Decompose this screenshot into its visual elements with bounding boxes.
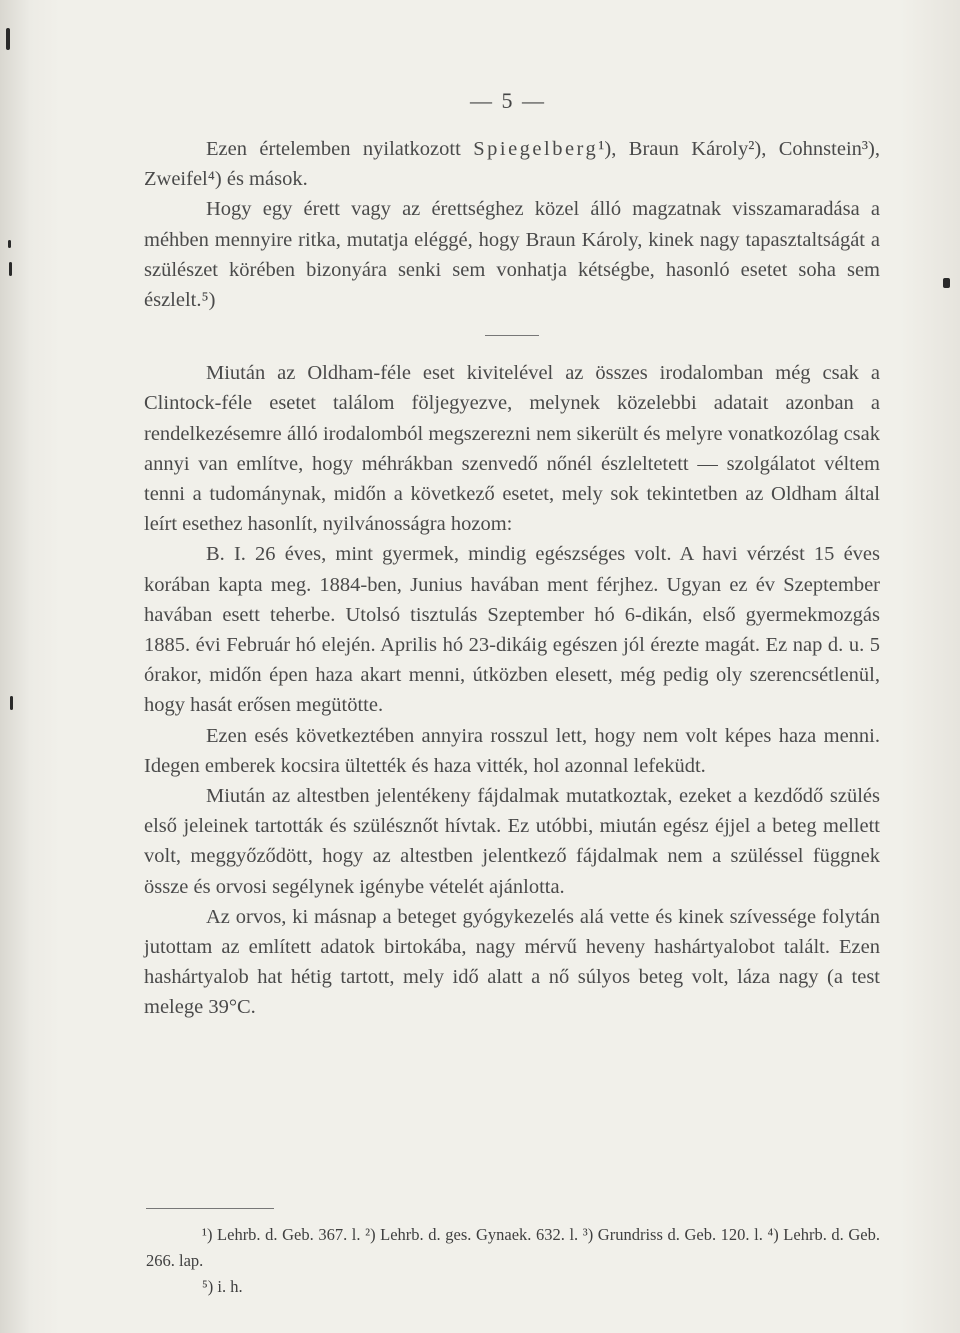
- paragraph: Miután az altestben jelentékeny fájdalmak mutatkoztak, ezeket a kezdődő szülés első jeleinek tartották és szülésznőt hívtak. Ez utóbbi, miután egész éjjel a beteg mellett volt, meggyőződött, hogy az altestben jelentkező fájdalmak nem a szüléssel függnek össze és orvosi segélynek igénybe vételét ajánlotta.: [144, 785, 880, 898]
- paragraph: B. I. 26 éves, mint gyermek, mindig egészséges volt. A havi vérzést 15 éves korában kapta meg. 1884-ben, Junius havában ment férjhez. Ugyan ez év Szeptember havában esett teherbe. Utolsó tisztulás Szeptember hó 6-dikán, első gyermekmozgás 1885. évi Február hó elején. Aprilis hó 23-dikáig egészen jól érezte magát. Ez nap d. u. 5 órakor, midőn épen haza akart menni, útközben elesett, még pedig oly szerencsétlenül, hogy hasát erősen megütötte.: [144, 543, 880, 717]
- author-name: Spiegelberg: [473, 138, 599, 160]
- binding-mark: [943, 278, 950, 288]
- paragraph-text: Ezen értelemben nyilatkozott: [206, 138, 474, 160]
- paragraph: Az orvos, ki másnap a beteget gyógykezelés alá vette és kinek szívessége folytán jutottam az említett adatok birtokába, nagy mérvű heveny hashártyalobot talált. Ezen hashártyalob hat hétig tartott, mely idő alatt a nő súlyos beteg volt, láza nagy (a test melege 39°C.: [144, 905, 880, 1019]
- footnotes: [146, 1222, 880, 1300]
- footnote: ¹) Lehrb. d. Geb. 367. l. ²) Lehrb. d. ges. Gynaek. 632. l. ³) Grundriss d. Geb. 120. l. ⁴) Lehrb. d. Geb. 266. lap.: [146, 1225, 880, 1270]
- body-text: [144, 134, 880, 1023]
- paragraph: [144, 134, 880, 194]
- footnote-divider: [146, 1208, 274, 1209]
- page-number: — 5 —: [470, 88, 546, 113]
- section-divider: [485, 335, 539, 336]
- footnote: ⁵) i. h.: [202, 1277, 243, 1296]
- binding-mark: [10, 696, 13, 710]
- binding-mark: [6, 28, 10, 50]
- paragraph: Hogy egy érett vagy az érettséghez közel álló magzatnak visszamaradása a méhben mennyire ritka, mutatja eléggé, hogy Braun Károly, kinek nagy tapasztaltságát a szülészet körében bizonyára senki sem vonhatja kétségbe, hasonló esetet soha sem észlelt.⁵): [144, 198, 880, 312]
- paragraph-text: ¹), Braun Károly²), Cohnstein³), Zweifel⁴) és mások.: [144, 138, 880, 191]
- binding-mark: [8, 240, 11, 248]
- paragraph: Miután az Oldham-féle eset kivitelével az összes irodalomban még csak a Clintock-féle esetet találom följegyezve, melynek közelebbi adatait azonban a rendelkezésemre álló irodalomból megszerezni nem sikerült és melyre vonatkozólag csak annyi van említve, hogy méhrákban szenvedő nőnél észleltetett — szolgálatot véltem tenni a tudománynak, midőn a következő esetet, mely sok tekintetben az Oldham által leírt esethez hasonlít, nyilvánosságra hozom:: [144, 362, 880, 536]
- paragraph: Ezen esés következtében annyira rosszul lett, hogy nem volt képes haza menni. Idegen emberek kocsira ültették és haza vitték, hol azonnal lefeküdt.: [144, 724, 880, 777]
- binding-mark: [9, 262, 12, 276]
